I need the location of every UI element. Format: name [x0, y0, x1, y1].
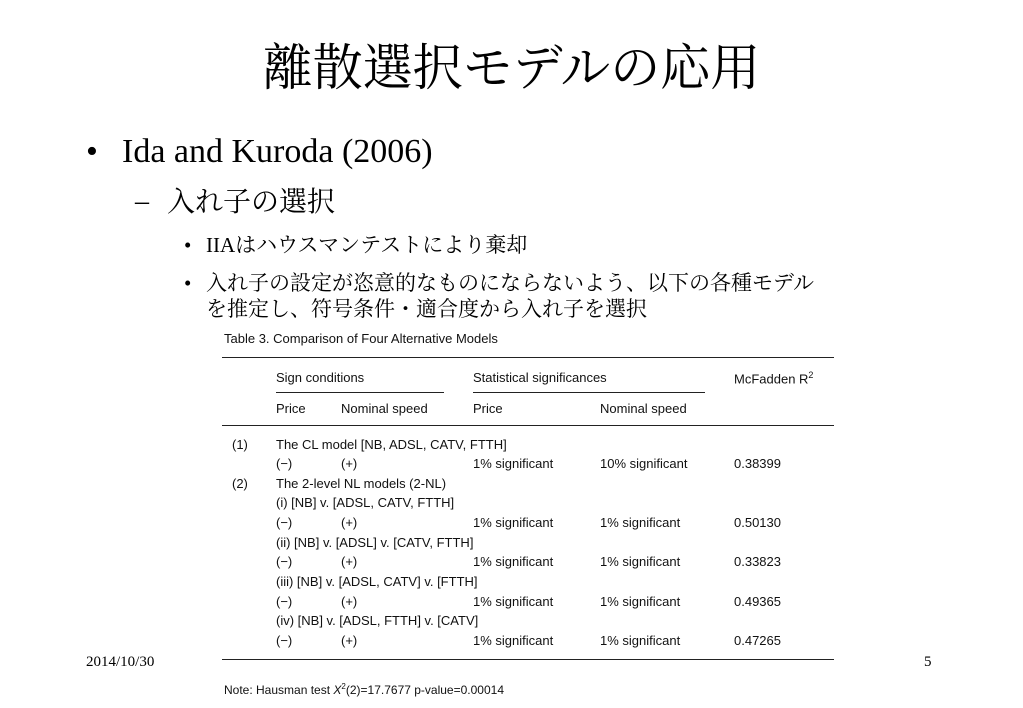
cell-sign-price: (−) [276, 594, 293, 609]
bullet-dot: • [184, 271, 192, 295]
col-price-sig: Price [473, 401, 503, 416]
cell-sign-price: (−) [276, 515, 293, 530]
row-label: (i) [NB] v. [ADSL, CATV, FTTH] [276, 495, 455, 510]
bullet-level2-text: 入れ子の選択 [167, 185, 336, 218]
cell-sig-price: 1% significant [473, 456, 554, 471]
cell-sign-price: (−) [276, 633, 293, 648]
iia-rest: はハウスマンテストにより棄却 [235, 233, 528, 257]
row-label: (iii) [NB] v. [ADSL, CATV] v. [FTTH] [276, 574, 478, 589]
table-header-rule [222, 425, 834, 426]
stat-group-rule [473, 392, 705, 393]
cell-sig-speed: 1% significant [600, 515, 681, 530]
header-sign-conditions: Sign conditions [276, 370, 365, 385]
table-bottom-rule [222, 659, 834, 660]
cell-sign-speed: (+) [341, 515, 358, 530]
bullet-dash: – [135, 186, 149, 217]
note-rest: (2)=17.7677 p-value=0.00014 [345, 683, 504, 697]
cell-r2: 0.50130 [734, 515, 781, 530]
cell-sign-speed: (+) [341, 456, 358, 471]
bullet-dot: • [184, 233, 192, 257]
cell-sig-price: 1% significant [473, 633, 554, 648]
cell-sig-price: 1% significant [473, 594, 554, 609]
cell-sign-speed: (+) [341, 554, 358, 569]
header-mcfadden-label: McFadden R [734, 371, 809, 387]
row-id: (1) [232, 437, 248, 452]
bullet-level1-text: Ida and Kuroda (2006) [122, 133, 433, 170]
cell-sig-price: 1% significant [473, 554, 554, 569]
cell-sign-price: (−) [276, 456, 293, 471]
iia-term: IIA [206, 233, 236, 257]
table-top-rule [222, 357, 834, 358]
row-label: (ii) [NB] v. [ADSL] v. [CATV, FTTH] [276, 535, 474, 550]
bullet-nesting-line2: を推定し、符号条件・適合度から入れ子を選択 [206, 297, 647, 321]
cell-r2: 0.33823 [734, 554, 781, 569]
cell-r2: 0.38399 [734, 456, 781, 471]
col-price: Price [276, 401, 306, 416]
bullet-nesting-line1: 入れ子の設定が恣意的なものにならないよう、以下の各種モデル [206, 271, 814, 295]
note-prefix: Note: Hausman test [224, 683, 334, 697]
row-label: The CL model [NB, ADSL, CATV, FTTH] [276, 437, 507, 452]
cell-sign-speed: (+) [341, 594, 358, 609]
header-statistical-significances: Statistical significances [473, 370, 607, 385]
cell-sig-speed: 1% significant [600, 633, 681, 648]
row-label: (iv) [NB] v. [ADSL, FTTH] v. [CATV] [276, 613, 479, 628]
cell-r2: 0.49365 [734, 594, 781, 609]
footer-page-number: 5 [924, 654, 932, 670]
slide-title: 離散選択モデルの応用 [262, 39, 761, 97]
cell-sign-speed: (+) [341, 633, 358, 648]
col-nominal-speed: Nominal speed [341, 401, 428, 416]
bullet-dot: • [86, 133, 98, 170]
row-label: The 2-level NL models (2-NL) [276, 476, 447, 491]
cell-sig-price: 1% significant [473, 515, 554, 530]
cell-r2: 0.47265 [734, 633, 781, 648]
footer-date: 2014/10/30 [86, 654, 155, 670]
bullet-iia-text [206, 233, 527, 257]
cell-sig-speed: 1% significant [600, 554, 681, 569]
cell-sign-price: (−) [276, 554, 293, 569]
row-id: (2) [232, 476, 248, 491]
col-nominal-speed-sig: Nominal speed [600, 401, 687, 416]
note-x: X [333, 683, 342, 697]
sign-group-rule [276, 392, 444, 393]
header-mcfadden [734, 370, 813, 386]
table-note [224, 682, 504, 697]
table-caption: Table 3. Comparison of Four Alternative Models [224, 331, 498, 346]
cell-sig-speed: 1% significant [600, 594, 681, 609]
header-mcfadden-sup: 2 [808, 370, 814, 380]
cell-sig-speed: 10% significant [600, 456, 688, 471]
note-sup: 2 [341, 682, 346, 691]
